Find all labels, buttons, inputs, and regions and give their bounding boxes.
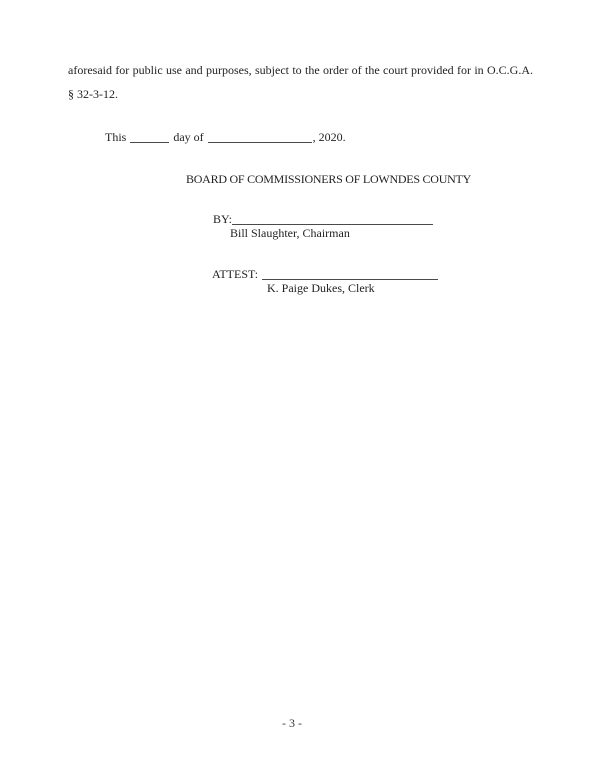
date-middle: day of [173,130,204,144]
by-label: BY: [213,212,232,226]
org-heading: BOARD OF COMMISSIONERS OF LOWNDES COUNTY [186,172,472,186]
page-number: - 3 - [282,716,302,730]
month-blank-line [208,142,312,143]
by-signature-row [213,212,533,226]
attest-signature-row [212,267,533,281]
body-paragraph-line-2: § 32-3-12. [68,87,118,101]
date-prefix: This [105,130,127,144]
body-paragraph-line-1: aforesaid for public use and purposes, subject to the order of the court provided for in O.C.G.A. [68,63,533,77]
body-paragraph [68,58,533,106]
attest-signature-line [262,279,438,280]
day-blank-line [130,142,169,143]
attest-label: ATTEST: [212,267,259,281]
by-signature-line [232,224,433,225]
date-suffix: , 2020. [312,130,346,144]
page-content [68,58,533,296]
by-signer-name: Bill Slaughter, Chairman [230,226,350,240]
date-line [68,128,533,146]
attest-signer-name: K. Paige Dukes, Clerk [267,281,375,295]
